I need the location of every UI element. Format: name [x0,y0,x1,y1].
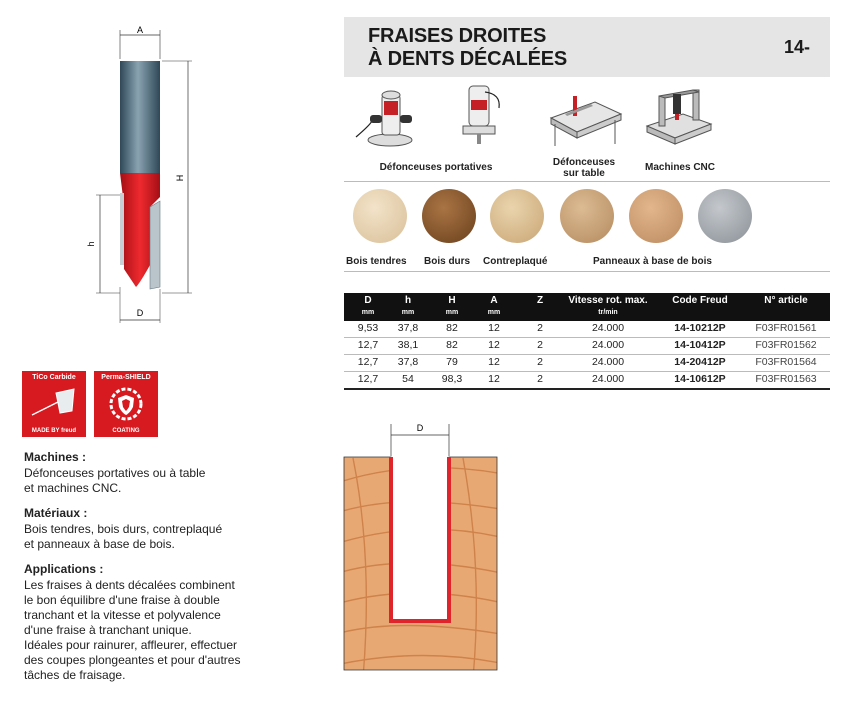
col-header-h-small: h mm [401,295,415,316]
title-line-2: À DENTS DÉCALÉES [368,48,568,70]
perma-badge-top: Perma-SHIELD [101,374,151,381]
material-label-plywood: Contreplaqué [483,256,548,267]
cell-article: F03FR01563 [755,373,817,385]
dim-d-label: D [136,308,144,318]
cell-h: 79 [446,356,458,368]
table-row [344,338,830,355]
cell-d: 12,7 [357,339,379,351]
cell-a: 12 [488,356,500,368]
trim-router-icon [455,82,510,152]
title-line-1: FRAISES DROITES [368,25,547,47]
cell-h-small: 54 [402,373,414,385]
cell-article: F03FR01564 [755,356,817,368]
cell-h-small: 37,8 [397,356,419,368]
groove-width-label: D [416,423,424,433]
shield-saw-icon [106,385,146,423]
table-row [344,355,830,372]
cell-z: 2 [537,356,543,368]
machines-text: Défonceuses portatives ou à table et machines CNC. [24,466,206,495]
tico-carbide-badge [22,371,86,437]
materials-heading: Matériaux : [24,506,88,520]
spec-table-header [344,293,830,321]
cell-h-small: 37,8 [397,322,419,334]
material-label-wood-panels: Panneaux à base de bois [593,256,712,267]
swatch-coated-board [698,189,752,243]
col-header-article: N° article [764,295,808,306]
material-label-softwood: Bois tendres [346,256,407,267]
router-table-icon [545,88,625,150]
material-label-hardwood: Bois durs [424,256,471,267]
swatch-mdf [629,189,683,243]
carbide-flute [150,201,160,289]
cell-code: 14-20412P [674,356,726,368]
perma-badge-bottom: COATING [112,428,140,434]
cell-z: 2 [537,339,543,351]
shank [120,61,160,173]
handheld-router-icon [350,85,430,155]
cell-d: 12,7 [357,356,379,368]
cell-h: 98,3 [441,373,463,385]
cell-speed: 24.000 [591,356,625,368]
col-header-speed: Vitesse rot. max. tr/min [568,295,648,316]
divider [344,271,830,272]
cell-a: 12 [488,322,500,334]
cell-d: 12,7 [357,373,379,385]
col-header-z: Z [536,295,544,306]
machines-heading: Machines : [24,450,87,464]
divider [344,181,830,182]
cell-h: 82 [446,322,458,334]
dim-a-label: A [136,25,144,35]
machine-label-portable: Défonceuses portatives [379,162,493,173]
applications-heading: Applications : [24,562,104,576]
swatch-hardwood [422,189,476,243]
dim-h-lower-label: h [86,241,96,247]
col-header-a: A mm [487,295,501,316]
cell-article: F03FR01562 [755,339,817,351]
table-row [344,321,830,338]
cell-d: 9,53 [357,322,379,334]
cell-article: F03FR01561 [755,322,817,334]
groove-cut-diagram [343,418,498,673]
swatch-particleboard [560,189,614,243]
table-row [344,372,830,390]
tico-badge-top: TiCo Carbide [32,374,76,381]
col-header-code: Code Freud [672,295,728,306]
cell-code: 14-10412P [674,339,726,351]
carbide-tip-icon [30,385,78,421]
description-block [24,450,274,693]
cell-h-small: 38,1 [397,339,419,351]
cell-z: 2 [537,322,543,334]
machine-label-cnc: Machines CNC [644,162,715,173]
perma-shield-badge [94,371,158,437]
title-banner [344,17,830,77]
cnc-machine-icon [643,86,715,148]
machine-label-table: Défonceuses sur table [552,157,616,179]
page-number: 14- [783,37,810,57]
cell-a: 12 [488,339,500,351]
cell-a: 12 [488,373,500,385]
col-header-d: D mm [361,295,375,316]
cell-h: 82 [446,339,458,351]
cell-speed: 24.000 [591,339,625,351]
router-bit-drawing [80,25,200,330]
col-header-h: H mm [445,295,459,316]
cell-z: 2 [537,373,543,385]
swatch-plywood [490,189,544,243]
cell-code: 14-10612P [674,373,726,385]
applications-text: Les fraises à dents décalées combinent le bon équilibre d'une fraise à double tranchant et la vitesse et polyvalence d'une fraise à tranchant unique. Idéales pour rainurer, affleurer, effectuer des coupes plongeantes et pour d'autres tâches de fraisage. [24,578,241,682]
swatch-softwood [353,189,407,243]
cell-speed: 24.000 [591,322,625,334]
cell-speed: 24.000 [591,373,625,385]
tico-badge-bottom: MADE BY freud [31,428,77,434]
cell-code: 14-10212P [674,322,726,334]
groove-outline [391,457,449,621]
materials-text: Bois tendres, bois durs, contreplaqué et panneaux à base de bois. [24,522,223,551]
dim-h-upper-label: H [175,174,185,182]
